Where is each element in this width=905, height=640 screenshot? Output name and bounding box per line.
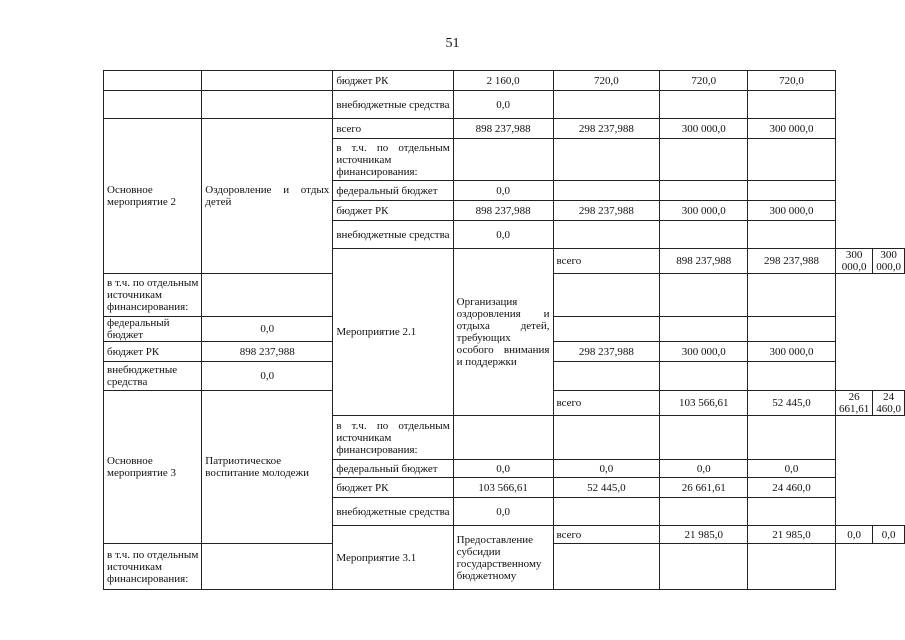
funding-source-cell: всего xyxy=(553,249,660,274)
funding-source-cell: бюджет РК xyxy=(333,71,453,91)
funding-source-cell: всего xyxy=(553,526,660,544)
total-amount-cell xyxy=(453,416,553,460)
year-3-amount-cell: 300 000,0 xyxy=(748,119,836,139)
year-3-amount-cell: 300 000,0 xyxy=(748,201,836,221)
total-amount-cell: 103 566,61 xyxy=(453,478,553,498)
year-1-amount-cell: 52 445,0 xyxy=(553,478,660,498)
year-3-amount-cell: 24 460,0 xyxy=(748,478,836,498)
year-3-amount-cell xyxy=(748,416,836,460)
funding-source-cell: федеральный бюджет xyxy=(333,460,453,478)
year-1-amount-cell: 298 237,988 xyxy=(553,119,660,139)
table-row xyxy=(104,91,905,119)
year-2-amount-cell xyxy=(660,139,748,181)
year-1-amount-cell xyxy=(553,274,660,317)
total-amount-cell: 898 237,988 xyxy=(202,342,333,362)
funding-source-cell: бюджет РК xyxy=(104,342,202,362)
year-2-amount-cell xyxy=(660,181,748,201)
activity-description-cell: Оздоровление и отдых детей xyxy=(202,119,333,274)
funding-source-cell: внебюджетные средства xyxy=(333,221,453,249)
year-1-amount-cell: 298 237,988 xyxy=(553,201,660,221)
year-1-amount-cell xyxy=(553,317,660,342)
year-3-amount-cell: 0,0 xyxy=(748,460,836,478)
year-1-amount-cell xyxy=(553,416,660,460)
year-1-amount-cell xyxy=(553,221,660,249)
total-amount-cell: 898 237,988 xyxy=(453,201,553,221)
activity-name-cell: Основное мероприятие 2 xyxy=(104,119,202,274)
year-2-amount-cell: 720,0 xyxy=(660,71,748,91)
page-number: 51 xyxy=(445,36,460,51)
year-1-amount-cell xyxy=(553,498,660,526)
year-3-amount-cell: 300 000,0 xyxy=(748,342,836,362)
funding-source-cell: в т.ч. по отдельным источникам финансирования: xyxy=(104,544,202,590)
total-amount-cell: 0,0 xyxy=(202,362,333,391)
year-1-amount-cell xyxy=(553,362,660,391)
year-1-amount-cell: 298 237,988 xyxy=(553,342,660,362)
total-amount-cell: 898 237,988 xyxy=(660,249,748,274)
year-2-amount-cell xyxy=(660,317,748,342)
funding-source-cell: внебюджетные средства xyxy=(333,498,453,526)
total-amount-cell: 0,0 xyxy=(453,91,553,119)
funding-source-cell: федеральный бюджет xyxy=(104,317,202,342)
year-2-amount-cell: 0,0 xyxy=(836,526,873,544)
total-amount-cell: 21 985,0 xyxy=(660,526,748,544)
total-amount-cell: 898 237,988 xyxy=(453,119,553,139)
year-1-amount-cell: 720,0 xyxy=(553,71,660,91)
year-2-amount-cell: 0,0 xyxy=(660,460,748,478)
total-amount-cell: 0,0 xyxy=(453,181,553,201)
year-3-amount-cell: 300 000,0 xyxy=(873,249,905,274)
budget-table xyxy=(103,70,905,590)
year-1-amount-cell: 298 237,988 xyxy=(748,249,836,274)
total-amount-cell: 0,0 xyxy=(453,221,553,249)
total-amount-cell: 0,0 xyxy=(202,317,333,342)
activity-name-cell: Мероприятие 3.1 xyxy=(333,526,453,590)
year-3-amount-cell xyxy=(748,181,836,201)
funding-source-cell: всего xyxy=(553,391,660,416)
activity-description-cell: Организация оздоровления и отдыха детей, требующих особого внимания и поддержки xyxy=(453,249,553,416)
year-3-amount-cell xyxy=(748,544,836,590)
total-amount-cell xyxy=(202,274,333,317)
year-2-amount-cell: 26 661,61 xyxy=(660,478,748,498)
activity-name-cell xyxy=(104,71,202,91)
activity-description-cell: Предоставление субсидии государственному бюджетному xyxy=(453,526,553,590)
funding-source-cell: внебюджетные средства xyxy=(104,362,202,391)
year-2-amount-cell: 300 000,0 xyxy=(836,249,873,274)
year-1-amount-cell xyxy=(553,544,660,590)
year-2-amount-cell: 300 000,0 xyxy=(660,342,748,362)
activity-name-cell xyxy=(104,91,202,119)
year-1-amount-cell xyxy=(553,91,660,119)
year-3-amount-cell xyxy=(748,91,836,119)
year-2-amount-cell xyxy=(660,91,748,119)
activity-description-cell: Патриотическое воспитание молодежи xyxy=(202,391,333,544)
year-1-amount-cell: 52 445,0 xyxy=(748,391,836,416)
year-2-amount-cell xyxy=(660,498,748,526)
year-2-amount-cell xyxy=(660,416,748,460)
funding-source-cell: федеральный бюджет xyxy=(333,181,453,201)
table-row xyxy=(104,71,905,91)
total-amount-cell: 103 566,61 xyxy=(660,391,748,416)
year-2-amount-cell: 26 661,61 xyxy=(836,391,873,416)
funding-source-cell: бюджет РК xyxy=(333,201,453,221)
year-2-amount-cell xyxy=(660,274,748,317)
year-3-amount-cell: 0,0 xyxy=(873,526,905,544)
activity-name-cell: Мероприятие 2.1 xyxy=(333,249,453,416)
activity-description-cell xyxy=(202,71,333,91)
funding-source-cell: в т.ч. по отдельным источникам финансирования: xyxy=(104,274,202,317)
year-1-amount-cell xyxy=(553,181,660,201)
year-3-amount-cell xyxy=(748,274,836,317)
total-amount-cell: 2 160,0 xyxy=(453,71,553,91)
table-row xyxy=(104,119,905,139)
activity-name-cell: Основное мероприятие 3 xyxy=(104,391,202,544)
funding-source-cell: в т.ч. по отдельным источникам финансирования: xyxy=(333,139,453,181)
year-3-amount-cell xyxy=(748,221,836,249)
total-amount-cell: 0,0 xyxy=(453,498,553,526)
year-3-amount-cell: 720,0 xyxy=(748,71,836,91)
year-2-amount-cell xyxy=(660,221,748,249)
year-1-amount-cell: 0,0 xyxy=(553,460,660,478)
funding-source-cell: бюджет РК xyxy=(333,478,453,498)
year-1-amount-cell xyxy=(553,139,660,181)
total-amount-cell xyxy=(202,544,333,590)
year-2-amount-cell: 300 000,0 xyxy=(660,201,748,221)
year-3-amount-cell xyxy=(748,498,836,526)
year-2-amount-cell: 300 000,0 xyxy=(660,119,748,139)
year-1-amount-cell: 21 985,0 xyxy=(748,526,836,544)
year-3-amount-cell xyxy=(748,317,836,342)
year-2-amount-cell xyxy=(660,544,748,590)
year-3-amount-cell xyxy=(748,362,836,391)
funding-source-cell: в т.ч. по отдельным источникам финансирования: xyxy=(333,416,453,460)
budget-table-body xyxy=(104,71,905,590)
year-3-amount-cell: 24 460,0 xyxy=(873,391,905,416)
year-3-amount-cell xyxy=(748,139,836,181)
activity-description-cell xyxy=(202,91,333,119)
year-2-amount-cell xyxy=(660,362,748,391)
total-amount-cell: 0,0 xyxy=(453,460,553,478)
total-amount-cell xyxy=(453,139,553,181)
funding-source-cell: внебюджетные средства xyxy=(333,91,453,119)
funding-source-cell: всего xyxy=(333,119,453,139)
